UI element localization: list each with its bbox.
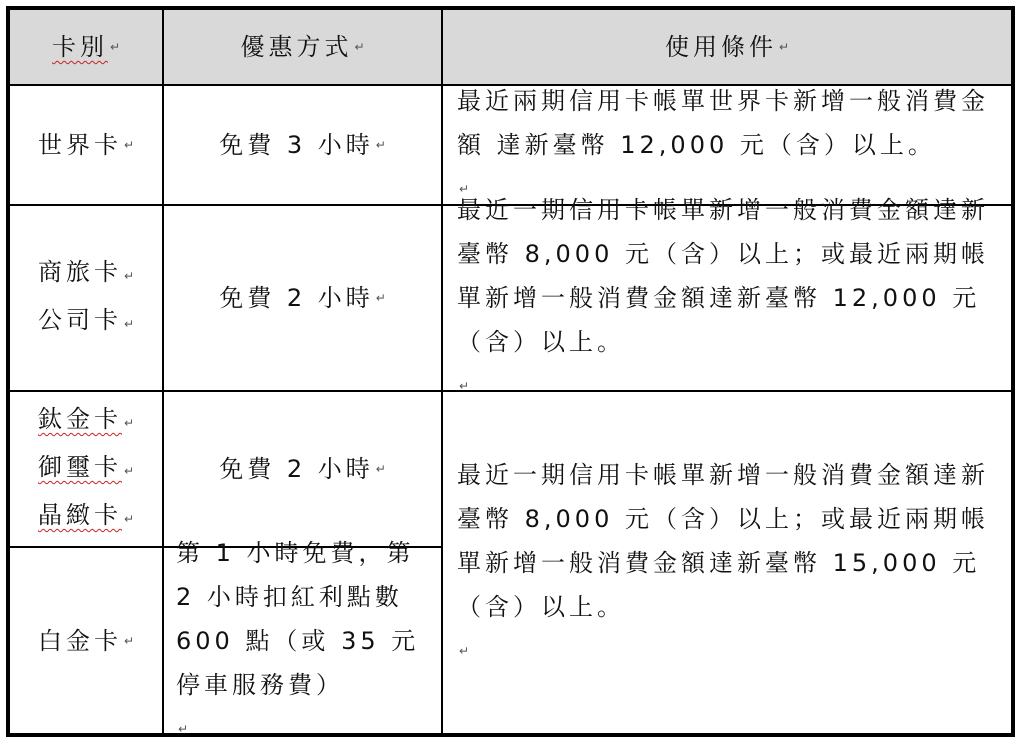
discount-cell: 免費 3 小時 ↵: [219, 131, 386, 159]
discount-cell: 第 1 小時免費，第 2 小時扣紅利點數 600 點（或 35 元停車服務費） ↵: [176, 538, 420, 736]
card-cell: 鈦金卡 ↵ 御璽卡 ↵ 晶緻卡 ↵: [37, 405, 135, 529]
condition-cell: 最近兩期信用卡帳單世界卡新增一般消費金額 達新臺幣 12,000 元（含）以上。 ↵: [457, 87, 989, 196]
discount-cell: 免費 2 小時 ↵: [219, 455, 386, 483]
card-cell: 世界卡 ↵: [37, 131, 135, 159]
card-cell: 白金卡 ↵: [37, 626, 135, 655]
discount-cell: 免費 2 小時 ↵: [219, 284, 386, 312]
header-discount-method: 優惠方式 ↵: [240, 33, 365, 61]
condition-cell: 最近一期信用卡帳單新增一般消費金額達新臺幣 8,000 元（含）以上；或最近兩期帳單新增一般消費金額達新臺幣 15,000 元（含）以上。 ↵: [457, 460, 989, 658]
card-cell: 商旅卡 ↵ 公司卡 ↵: [37, 258, 135, 334]
parking-discount-table: [6, 6, 1015, 737]
condition-cell: 最近一期信用卡帳單新增一般消費金額達新臺幣 8,000 元（含）以上；或最近兩期帳單新增一般消費金額達新臺幣 12,000 元（含）以上。 ↵: [457, 196, 989, 393]
header-conditions: 使用條件 ↵: [664, 33, 790, 61]
header-card-type: 卡別 ↵: [51, 33, 121, 61]
